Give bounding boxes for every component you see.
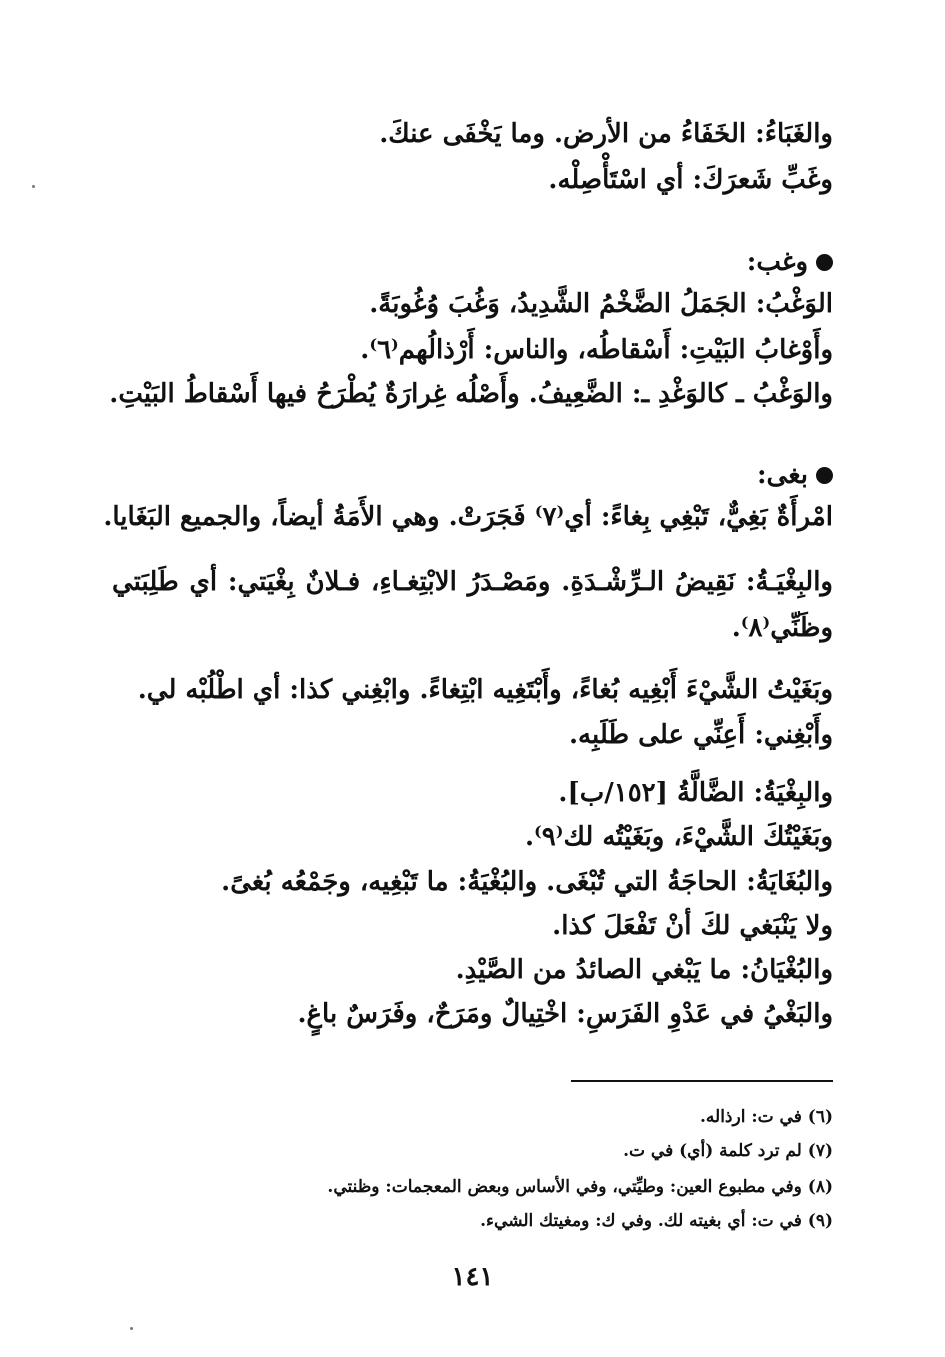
footnote-divider	[571, 1080, 833, 1082]
footnote: (٦) في ت: ارذاله.	[700, 1107, 833, 1127]
entry-line: ولا يَنْبَغي لكَ أنْ تَفْعَلَ كذا.	[552, 911, 833, 941]
entry-line: وبَغَيْتُ الشَّيْءَ أَبْغِيه بُغاءً، وأَبْتَغِيه ابْتِغاءً. وابْغِني كذا: أي اطْلُبْه لي.	[137, 675, 833, 705]
entry-line: امْرأَةٌ بَغِيٌّ، تَبْغِي بِغاءً: أي⁽٧⁾ فَجَرَتْ. وهي الأَمَةُ أيضاً، والجميع البَغَايا.	[103, 502, 833, 532]
scan-speck	[130, 1327, 133, 1330]
entry-line: والبِغْيَـةُ: نَقِيضُ الـرِّشْـدَةِ. ومَصْـدَرُ الابْتِغـاءِ، فـلانٌ بِغْيَتي: أي طَلِبَتي	[112, 567, 833, 597]
entry-line: وظَنِّي⁽٨⁾.	[731, 613, 833, 643]
entry-heading-label: وغب:	[746, 247, 808, 277]
footnote: (٨) وفي مطبوع العين: وطيِّتي، وفي الأساس وبعض المعجمات: وظنتي.	[327, 1177, 833, 1197]
entry-line: والوَغْبُ ـ كالوَغْدِ ـ: الضَّعِيفُ. وأَصْلُه غِرارَةٌ يُطْرَحُ فيها أَسْقاطُ البَيْتِ.	[109, 379, 833, 409]
entry-line: وأَوْغابُ البَيْتِ: أَسْقاطُه، والناس: أَرْذالُهم⁽٦⁾.	[360, 335, 833, 365]
entry-heading-label: بغى:	[756, 460, 808, 490]
footnote: (٧) لم ترد كلمة (أي) في ت.	[623, 1141, 833, 1161]
entry-line: والبُغَايَةُ: الحاجَةُ التي تُبْغَى. والبُغْيَةُ: ما تَبْغِيه، وجَمْعُه بُغىً.	[221, 867, 833, 897]
entry-heading-bghy	[757, 455, 833, 495]
entry-line: وأَبْغِني: أَعِنِّي على طَلَبِه.	[568, 720, 833, 750]
footnote: (٩) في ت: أي بغيته لك. وفي ك: ومغيتك الشيء.	[480, 1211, 833, 1231]
scan-speck	[32, 185, 35, 188]
entry-line: والبُغْيَانُ: ما يَبْغي الصائدُ من الصَّيْدِ.	[455, 955, 833, 985]
entry-line: الوَغْبُ: الجَمَلُ الضَّخْمُ الشَّدِيدُ، وَغُبَ وُغُوبَةً.	[369, 289, 833, 319]
bullet-icon	[816, 467, 833, 484]
entry-line: والبَغْيُ في عَدْوِ الفَرَسِ: اخْتِيالٌ ومَرَحٌ، وفَرَسٌ باغٍ.	[297, 999, 833, 1029]
page-number: ١٤١	[451, 1262, 494, 1292]
entry-line: والغَبَاءُ: الخَفَاءُ من الأرض. وما يَخْفَى عنكَ.	[379, 119, 833, 149]
entry-line: وبَغَيْتُكَ الشَّيْءَ، وبَغَيْتُه لك⁽٩⁾.	[524, 822, 833, 852]
entry-line: وغَبِّ شَعرَكَ: أي اسْتَأْصِلْه.	[548, 165, 833, 195]
entry-line: والبِغْيَةُ: الضَّالَّةُ [١٥٢/ب].	[558, 778, 833, 808]
entry-heading-wghb	[747, 242, 833, 282]
bullet-icon	[816, 254, 833, 271]
